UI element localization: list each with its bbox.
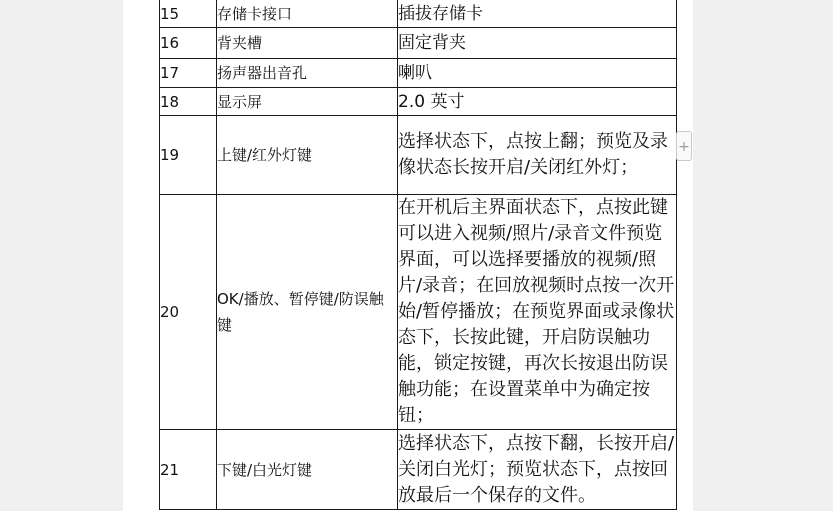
component-name: 下键/白光灯键 — [217, 430, 398, 510]
component-description: 选择状态下，点按上翻；预览及录像状态长按开启/关闭红外灯； — [398, 116, 677, 195]
component-description: 选择状态下，点按下翻，长按开启/关闭白光灯；预览状态下，点按回放最后一个保存的文件。 — [398, 430, 677, 510]
row-number: 19 — [160, 116, 217, 195]
component-name: 扬声器出音孔 — [217, 59, 398, 88]
document-page — [123, 0, 693, 511]
component-description: 2.0 英寸 — [398, 88, 677, 116]
row-number: 17 — [160, 59, 217, 88]
row-number: 20 — [160, 195, 217, 430]
table-row — [160, 88, 677, 116]
component-name: 背夹槽 — [217, 28, 398, 59]
component-description: 喇叭 — [398, 59, 677, 88]
table-row — [160, 430, 677, 510]
component-description: 在开机后主界面状态下，点按此键可以进入视频/照片/录音文件预览界面，可以选择要播放的视频/照片/录音；在回放视频时点按一次开始/暂停播放；在预览界面或录像状态下，长按此键，开启防误触功能，锁定按键，再次长按退出防误触功能；在设置菜单中为确定按钮； — [398, 195, 677, 430]
add-icon[interactable]: + — [676, 131, 692, 161]
table-row — [160, 59, 677, 88]
table-row — [160, 28, 677, 59]
table-row — [160, 0, 677, 28]
component-name: 显示屏 — [217, 88, 398, 116]
component-name: 上键/红外灯键 — [217, 116, 398, 195]
row-number: 18 — [160, 88, 217, 116]
row-number: 15 — [160, 0, 217, 28]
spec-table — [159, 0, 677, 510]
row-number: 16 — [160, 28, 217, 59]
row-number: 21 — [160, 430, 217, 510]
component-name: OK/播放、暂停键/防误触键 — [217, 195, 398, 430]
component-description: 固定背夹 — [398, 28, 677, 59]
table-row — [160, 116, 677, 195]
table-row — [160, 195, 677, 430]
component-name: 存储卡接口 — [217, 0, 398, 28]
component-description: 插拔存储卡 — [398, 0, 677, 28]
